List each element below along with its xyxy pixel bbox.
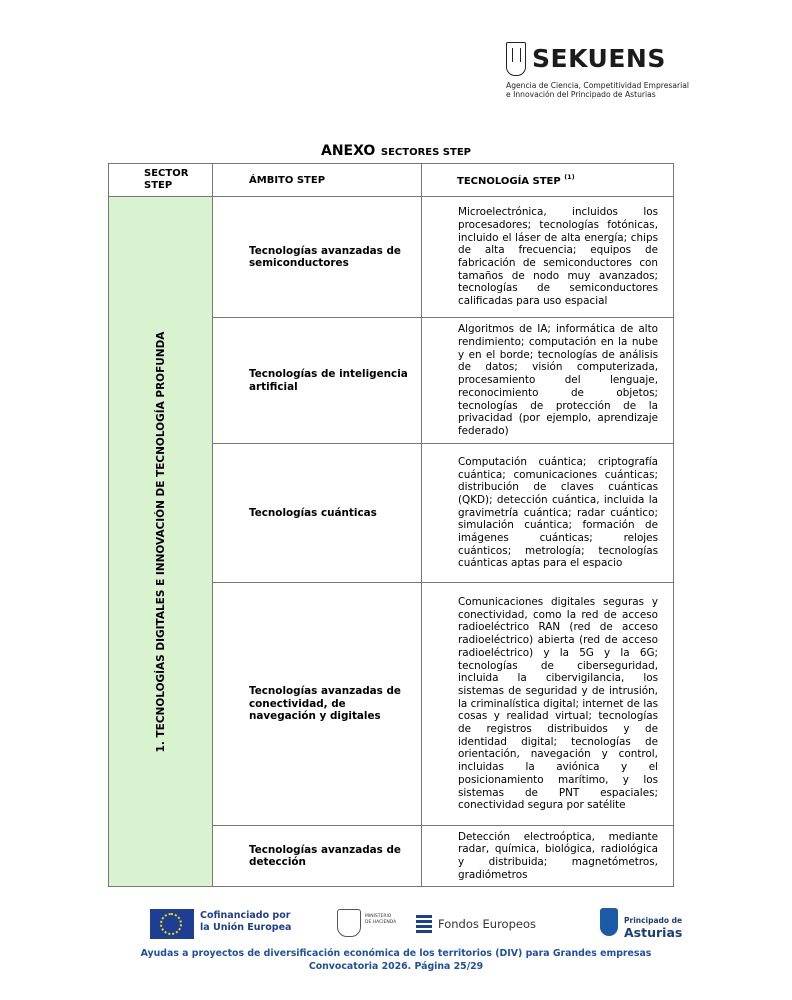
asturias-line-1: Principado de [624,916,683,925]
asturias-line-2: Asturias [624,925,683,940]
eu-flag-icon [150,909,194,939]
ambito-cell: Tecnologías de inteligencia artificial [213,318,422,444]
fondos-europeos-icon [416,915,432,933]
eu-line-1: Cofinanciado por [200,910,291,921]
eu-line-2: la Unión Europea [200,922,292,933]
ministry-text [365,914,396,926]
tagline-line-1: Agencia de Ciencia, Competitividad Empresarial [506,81,689,90]
brand-name: SEKUENS [532,44,666,73]
sectors-table [108,163,674,887]
fondos-europeos-text: Fondos Europeos [438,917,536,931]
ambito-cell: Tecnologías avanzadas de conectividad, de navegación y digitales [213,583,422,826]
annex-title-sub: SECTORES STEP [380,147,471,158]
eu-cofinance-text [200,910,291,934]
asturias-shield-icon [506,42,526,76]
header-tecnologia [422,164,674,197]
ambito-cell: Tecnologías cuánticas [213,444,422,583]
asturias-crest-icon [600,908,618,936]
tagline-line-2: e Innovación del Principado de Asturias [506,90,656,99]
brand-tagline [506,81,689,99]
table-header-row [109,164,674,197]
header-sector: SECTOR STEP [109,164,213,197]
footer-program-title: Ayudas a proyectos de diversificación económica de los territorios (DIV) para Grandes empresas [140,948,652,959]
annex-title-main: ANEXO [321,143,376,159]
tecnologia-cell: Computación cuántica; criptografía cuántica; comunicaciones cuánticas; distribución de claves cuánticas (QKD); detección cuántica, incluida la gravimetría cuántica; radar cuántico; simulación cuántica; formación de imágenes cuánticas; relojes cuánticos; metrología; tecnologías cuánticas aptas para el espacio [422,444,674,583]
ambito-cell: Tecnologías avanzadas de detección [213,826,422,887]
tecnologia-cell: Microelectrónica, incluidos los procesadores; tecnologías fotónicas, incluido el láser de alta energía; chips de alta frecuencia; equipos de fabricación de semiconductores con tamaños de nodo muy avanzados; tecnologías de semiconductores calificadas para uso espacial [422,197,674,318]
ministry-crest-icon [337,909,361,937]
sector-cell [109,197,213,887]
ministry-line-2: DE HACIENDA [365,920,397,925]
table-row [109,197,674,318]
header-ambito: ÁMBITO STEP [213,164,422,197]
ambito-cell: Tecnologías avanzadas de semiconductores [213,197,422,318]
footnote-ref: (1) [564,173,575,181]
sekuens-logo [506,40,689,100]
annex-title [0,140,792,159]
footer-logos [0,906,792,942]
footer-page-info: Convocatoria 2026. Página 25/29 [308,961,484,972]
ministry-line-1: MINISTERIO [365,914,392,919]
tecnologia-cell: Algoritmos de IA; informática de alto rendimiento; computación en la nube y en el borde; tecnologías de análisis de datos; visión computerizada, procesamiento del lenguaje, reconocimiento de objetos; tecnologías de protección de la privacidad (por ejemplo, aprendizaje federado) [422,318,674,444]
header-tecnologia-label: TECNOLOGÍA STEP [457,176,561,187]
tecnologia-cell: Detección electroóptica, mediante radar, química, biológica, radiológica y distribuida; magnetómetros, gradiómetros [422,826,674,887]
sector-label: 1. TECNOLOGÍAS DIGITALES E INNOVACIÓN DE TECNOLOGÍA PROFUNDA [154,331,167,752]
tecnologia-cell: Comunicaciones digitales seguras y conectividad, como la red de acceso radioeléctrico RAN (red de acceso radioeléctrico) abierta (red de acceso radioeléctrico) y la 5G y la 6G; tecnologías de ciberseguridad, incluida la cibervigilancia, los sistemas de seguridad y de intrusión, la criminalística digital; internet de las cosas y realidad virtual; tecnologías de registros distribuidos y de identidad digital; tecnologías de orientación, navegación y control, incluidas la aviónica y el posicionamiento marítimo, y los sistemas de PNT espaciales; conectividad segura por satélite [422,583,674,826]
asturias-logo-text [624,912,682,938]
